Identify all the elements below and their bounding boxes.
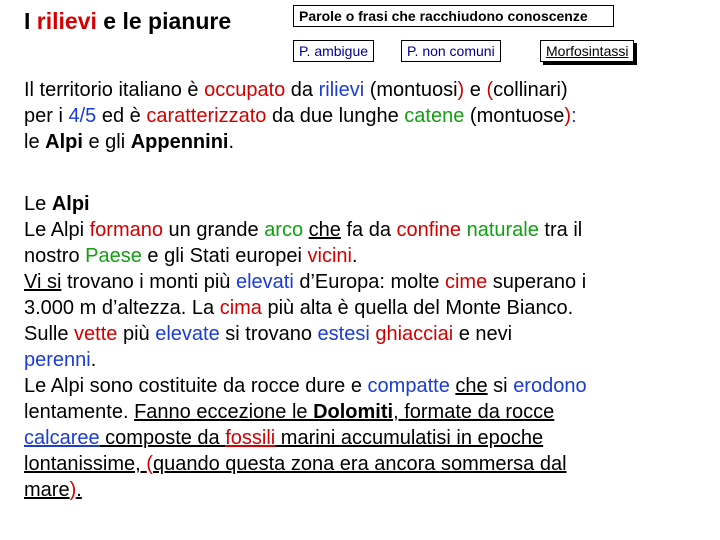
text-run: quando questa zona era ancora sommersa dal <box>152 453 567 475</box>
legend-morfosintassi-box: Morfosintassi <box>540 40 634 62</box>
text-run: formano <box>89 219 163 241</box>
text-run: : <box>571 105 577 127</box>
text-run: cima <box>219 297 262 319</box>
text-run: per i <box>24 105 69 127</box>
section-heading <box>24 191 709 217</box>
alpi-section <box>24 191 709 503</box>
text-run: d’Europa: molte <box>293 271 445 293</box>
text-run: elevati <box>235 271 294 293</box>
text-run: . <box>351 245 358 267</box>
text-run: elevate <box>155 323 220 345</box>
text-run: e gli Stati europei <box>141 245 308 267</box>
text-line <box>24 217 709 243</box>
text-run: naturale <box>466 219 539 241</box>
text-run: Le Alpi <box>24 219 90 241</box>
intro-paragraph <box>24 77 709 155</box>
text-run: ed è <box>96 105 147 127</box>
text-run: fa da <box>340 219 397 241</box>
text-run: . <box>76 479 82 501</box>
text-run: calcaree <box>24 427 100 449</box>
text-run: Il territorio italiano è <box>24 79 205 101</box>
text-run: ) <box>457 79 465 101</box>
text-run: Alpi <box>51 193 90 215</box>
text-run: e nevi <box>453 323 513 345</box>
text-line <box>24 103 709 129</box>
text-line <box>24 77 709 103</box>
text-run: Sulle <box>24 323 75 345</box>
legend-main-box: Parole o frasi che racchiudono conoscenze <box>293 5 614 27</box>
legend-non-comuni-box: P. non comuni <box>401 40 501 62</box>
text-run: 3.000 m d’altezza. La <box>24 297 220 319</box>
text-run: confine <box>396 219 462 241</box>
text-run: erodono <box>513 375 587 397</box>
title-part: I <box>24 8 37 34</box>
text-run: le <box>24 131 46 153</box>
text-line <box>24 373 709 399</box>
text-run: cime <box>444 271 488 293</box>
text-run: estesi <box>317 323 370 345</box>
text-run: superano i <box>487 271 587 293</box>
text-line <box>24 347 709 373</box>
text-run: marini accumulatisi in epoche <box>275 427 544 449</box>
text-run: , formate da rocce <box>393 401 555 423</box>
text-run: Alpi <box>45 131 83 153</box>
page-title <box>24 8 231 35</box>
text-run: che <box>455 375 488 397</box>
text-run: Vi si <box>24 271 62 293</box>
text-run: trovano i monti più <box>61 271 236 293</box>
text-run: (montuosi <box>364 79 458 101</box>
text-run: da due lunghe <box>266 105 405 127</box>
text-run: vette <box>74 323 118 345</box>
text-run: composte da <box>99 427 226 449</box>
text-run: da <box>285 79 319 101</box>
text-run: Paese <box>85 245 142 267</box>
text-run: compatte <box>367 375 450 397</box>
legend-ambigue-box: P. ambigue <box>293 40 374 62</box>
text-run: mare <box>24 479 70 501</box>
text-run: Appennini <box>130 131 229 153</box>
text-run: (montuose <box>464 105 565 127</box>
text-run: Dolomiti <box>313 401 394 423</box>
title-part: e le pianure <box>96 8 232 34</box>
text-run: Le Alpi sono costituite da rocce dure e <box>24 375 368 397</box>
text-line <box>24 399 709 425</box>
text-line <box>24 295 709 321</box>
text-run: nostro <box>24 245 86 267</box>
text-line <box>24 477 709 503</box>
text-run: ( <box>146 453 153 475</box>
text-run: occupato <box>204 79 286 101</box>
text-run: fossili <box>225 427 276 449</box>
text-run: si <box>487 375 514 397</box>
text-run: che <box>308 219 341 241</box>
text-line <box>24 425 709 451</box>
text-run: e <box>464 79 487 101</box>
text-run: ghiacciai <box>375 323 454 345</box>
text-line <box>24 243 709 269</box>
title-highlight: rilievi <box>36 8 97 34</box>
text-run: . <box>90 349 97 371</box>
text-run: lentamente. <box>24 401 135 423</box>
text-run: più <box>117 323 156 345</box>
text-run: . <box>228 131 235 153</box>
text-run: perenni <box>24 349 91 371</box>
text-line <box>24 269 709 295</box>
text-run: ( <box>486 79 494 101</box>
text-run: Fanno eccezione le <box>134 401 314 423</box>
text-run: vicini <box>307 245 352 267</box>
text-run: arco <box>264 219 304 241</box>
text-run: un grande <box>162 219 265 241</box>
text-run: lontanissime, <box>24 453 147 475</box>
text-run: ) <box>69 479 77 501</box>
text-run: rilievi <box>318 79 365 101</box>
text-run: tra il <box>538 219 583 241</box>
text-run: più alta è quella del Monte Bianco. <box>261 297 574 319</box>
text-run: 4/5 <box>68 105 97 127</box>
text-run: si trovano <box>219 323 318 345</box>
text-line <box>24 129 709 155</box>
text-run: collinari) <box>493 79 568 101</box>
text-line <box>24 451 709 477</box>
text-run: ) <box>564 105 572 127</box>
text-run: Le <box>24 193 52 215</box>
text-line <box>24 321 709 347</box>
text-run: caratterizzato <box>146 105 267 127</box>
text-run: catene <box>404 105 465 127</box>
text-run: e gli <box>82 131 131 153</box>
